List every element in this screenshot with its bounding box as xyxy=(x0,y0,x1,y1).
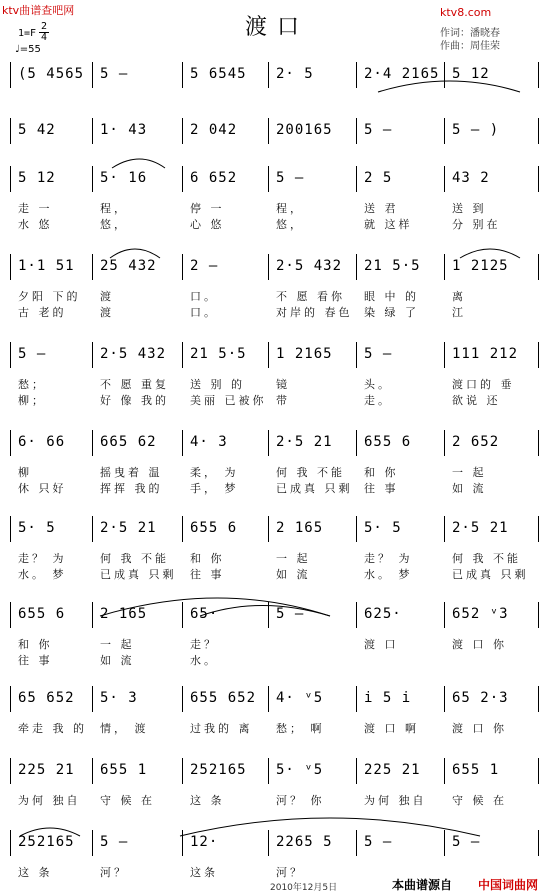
lyric-verse-1: 过我的 离 xyxy=(190,722,253,735)
measure: 5 – xyxy=(276,170,305,186)
measure: 665 62 xyxy=(100,434,157,450)
lyric-verse-2: 就 这样 xyxy=(364,218,413,231)
lyric-verse-1: 河？ xyxy=(100,866,128,879)
measure: 6 652 xyxy=(190,170,238,186)
lyric-verse-1: 不 愿 看你 xyxy=(276,290,345,303)
lyric-verse-1: 渡 口 你 xyxy=(452,638,507,651)
lyric-verse-1: 头。 xyxy=(364,378,392,391)
measure: 2 5 xyxy=(364,170,393,186)
measure: 652 ᵛ3 xyxy=(452,606,509,622)
lyric-verse-1: 送 别 的 xyxy=(190,378,245,391)
lyric-verse-1: 守 候 在 xyxy=(100,794,155,807)
lyric-verse-1: 送 到 xyxy=(452,202,487,215)
measure: 225 21 xyxy=(364,762,421,778)
lyric-verse-2: 水 悠 xyxy=(18,218,53,231)
lyric-verse-1: 渡口的 垂 xyxy=(452,378,515,391)
measure: 2· 5 xyxy=(276,66,314,82)
measure: i 5 i xyxy=(364,690,412,706)
measure: 5· ᵛ5 xyxy=(276,762,324,778)
lyric-verse-2: 欲说 还 xyxy=(452,394,501,407)
footer-site: 中国词曲网 xyxy=(478,878,539,892)
lyric-verse-2: 往 事 xyxy=(190,568,225,581)
measure: 5 6545 xyxy=(190,66,247,82)
measure: 4· ᵛ5 xyxy=(276,690,324,706)
lyric-verse-2: 已成真 只剩 xyxy=(276,482,353,495)
lyric-verse-1: 渡 xyxy=(100,290,114,303)
lyric-verse-1: 为何 独自 xyxy=(364,794,427,807)
lyric-verse-1: 何 我 不能 xyxy=(452,552,521,565)
measure: 21 5·5 xyxy=(364,258,421,274)
measure: 5· 16 xyxy=(100,170,148,186)
lyric-verse-2: 水。 梦 xyxy=(18,568,67,581)
measure: 2 042 xyxy=(190,122,238,138)
lyric-verse-1: 柔， 为 xyxy=(190,466,239,479)
measure: 2 – xyxy=(190,258,219,274)
time-signature-bottom: 4 xyxy=(40,32,48,43)
lyric-verse-2: 柳； xyxy=(18,394,46,407)
lyric-verse-1: 何 我 不能 xyxy=(100,552,169,565)
measure: (5 4565 xyxy=(18,66,85,82)
measure: 1· 43 xyxy=(100,122,148,138)
measure: 4· 3 xyxy=(190,434,228,450)
measure: 5 – xyxy=(364,834,393,850)
measure: 2·5 21 xyxy=(276,434,333,450)
measure: 12· xyxy=(190,834,219,850)
measure: 655 6 xyxy=(364,434,412,450)
measure: 21 5·5 xyxy=(190,346,247,362)
site-watermark-right: ktv8.com xyxy=(440,6,492,19)
measure: 111 212 xyxy=(452,346,519,362)
measure: 200165 xyxy=(276,122,333,138)
measure: 25 432 xyxy=(100,258,157,274)
lyric-verse-1: 一 起 xyxy=(452,466,487,479)
measure: 2·5 432 xyxy=(276,258,343,274)
lyric-verse-1: 夕阳 下的 xyxy=(18,290,81,303)
measure: 655 6 xyxy=(18,606,66,622)
lyric-verse-2: 如 流 xyxy=(100,654,135,667)
lyric-verse-1: 牵走 我 的 xyxy=(18,722,87,735)
lyric-verse-1: 河？ xyxy=(276,866,304,879)
lyric-verse-2: 往 事 xyxy=(18,654,53,667)
lyric-verse-2: 手， 梦 xyxy=(190,482,239,495)
measure: 625· xyxy=(364,606,402,622)
measure: 5· 3 xyxy=(100,690,138,706)
lyric-verse-2: 好 像 我的 xyxy=(100,394,169,407)
lyric-verse-2: 如 流 xyxy=(452,482,487,495)
tempo-marking: ♩=55 xyxy=(15,44,41,55)
lyric-verse-1: 河？ 你 xyxy=(276,794,325,807)
lyric-verse-1: 一 起 xyxy=(276,552,311,565)
measure: 2 165 xyxy=(100,606,148,622)
composer-credit: 作曲：周佳荣 xyxy=(440,41,500,52)
time-signature-top: 2 xyxy=(40,21,48,32)
site-watermark-top: ktv曲谱查吧网 xyxy=(2,4,75,17)
lyric-verse-1: 不 愿 重复 xyxy=(100,378,169,391)
measure: 5 12 xyxy=(452,66,490,82)
lyric-verse-2: 渡 xyxy=(100,306,114,319)
measure: 225 21 xyxy=(18,762,75,778)
measure: 2·4 2165 xyxy=(364,66,440,82)
measure: 5· 5 xyxy=(18,520,56,536)
lyric-verse-2: 心 悠 xyxy=(190,218,225,231)
measure: 1 2165 xyxy=(276,346,333,362)
measure: 65 652 xyxy=(18,690,75,706)
measure: 655 6 xyxy=(190,520,238,536)
lyric-verse-2: 带 xyxy=(276,394,290,407)
measure: 5 12 xyxy=(18,170,56,186)
measure: 5 – ) xyxy=(452,122,500,138)
measure: 655 1 xyxy=(452,762,500,778)
lyric-verse-2: 美丽 已被你 xyxy=(190,394,267,407)
measure: 2 652 xyxy=(452,434,500,450)
lyric-verse-1: 柳 xyxy=(18,466,32,479)
lyric-verse-1: 守 候 在 xyxy=(452,794,507,807)
lyric-verse-2: 古 老的 xyxy=(18,306,67,319)
lyric-verse-1: 情， 渡 xyxy=(100,722,149,735)
lyric-verse-2: 水。 梦 xyxy=(364,568,413,581)
measure: 5 – xyxy=(452,834,481,850)
measure: 6· 66 xyxy=(18,434,66,450)
measure: 65· xyxy=(190,606,219,622)
measure: 5· 5 xyxy=(364,520,402,536)
measure: 2·5 432 xyxy=(100,346,167,362)
lyricist-credit: 作词：潘晓春 xyxy=(440,28,500,39)
lyric-verse-1: 渡 口 啊 xyxy=(364,722,419,735)
measure: 2·5 21 xyxy=(100,520,157,536)
lyric-verse-2: 悠， xyxy=(276,218,304,231)
lyric-verse-2: 悠， xyxy=(100,218,128,231)
lyric-verse-2: 走。 xyxy=(364,394,392,407)
lyric-verse-1: 口。 xyxy=(190,290,218,303)
lyric-verse-1: 走？ xyxy=(190,638,218,651)
lyric-verse-2: 已成真 只剩 xyxy=(100,568,177,581)
footer-source: 本曲谱源自 xyxy=(392,878,453,892)
lyric-verse-1: 这 条 xyxy=(190,794,225,807)
lyric-verse-1: 程， xyxy=(276,202,304,215)
lyric-verse-2: 如 流 xyxy=(276,568,311,581)
song-title: 渡口 xyxy=(244,15,309,40)
measure: 1 2125 xyxy=(452,258,509,274)
measure: 5 – xyxy=(100,834,129,850)
lyric-verse-1: 愁； xyxy=(18,378,46,391)
measure: 1·1 51 xyxy=(18,258,75,274)
lyric-verse-1: 为何 独自 xyxy=(18,794,81,807)
lyric-verse-1: 和 你 xyxy=(364,466,399,479)
lyric-verse-1: 走？ 为 xyxy=(364,552,413,565)
measure: 252165 xyxy=(190,762,247,778)
footer-date: 2010年12月5日 xyxy=(270,883,338,893)
lyric-verse-1: 渡 口 xyxy=(364,638,399,651)
measure: 2·5 21 xyxy=(452,520,509,536)
lyric-verse-1: 和 你 xyxy=(190,552,225,565)
lyric-verse-2: 往 事 xyxy=(364,482,399,495)
measure: 2 165 xyxy=(276,520,324,536)
lyric-verse-2: 水。 xyxy=(190,654,218,667)
lyric-verse-1: 和 你 xyxy=(18,638,53,651)
lyric-verse-1: 送 君 xyxy=(364,202,399,215)
measure: 655 1 xyxy=(100,762,148,778)
lyric-verse-1: 停 一 xyxy=(190,202,225,215)
measure: 655 652 xyxy=(190,690,257,706)
measure: 5 – xyxy=(100,66,129,82)
key-signature: 1=F xyxy=(18,28,37,39)
lyric-verse-2: 口。 xyxy=(190,306,218,319)
lyric-verse-1: 镜 xyxy=(276,378,290,391)
measure: 65 2·3 xyxy=(452,690,509,706)
measure: 43 2 xyxy=(452,170,490,186)
lyric-verse-1: 走 一 xyxy=(18,202,53,215)
lyric-verse-1: 走？ 为 xyxy=(18,552,67,565)
lyric-verse-2: 江 xyxy=(452,306,466,319)
lyric-verse-1: 这条 xyxy=(190,866,218,879)
lyric-verse-2: 染 绿 了 xyxy=(364,306,419,319)
measure: 5 – xyxy=(18,346,47,362)
lyric-verse-1: 这 条 xyxy=(18,866,53,879)
lyric-verse-1: 摇曳着 温 xyxy=(100,466,163,479)
lyric-verse-1: 渡 口 你 xyxy=(452,722,507,735)
lyric-verse-2: 挥挥 我的 xyxy=(100,482,163,495)
measure: 2265 5 xyxy=(276,834,333,850)
measure: 5 – xyxy=(364,122,393,138)
lyric-verse-2: 已成真 只剩 xyxy=(452,568,529,581)
measure: 5 – xyxy=(364,346,393,362)
lyric-verse-2: 休 只好 xyxy=(18,482,67,495)
lyric-verse-2: 分 别在 xyxy=(452,218,501,231)
measure: 5 – xyxy=(276,606,305,622)
lyric-verse-1: 程， xyxy=(100,202,128,215)
lyric-verse-1: 愁； 啊 xyxy=(276,722,325,735)
lyric-verse-1: 何 我 不能 xyxy=(276,466,345,479)
measure: 252165 xyxy=(18,834,75,850)
lyric-verse-2: 对岸的 春色 xyxy=(276,306,353,319)
lyric-verse-1: 眼 中 的 xyxy=(364,290,419,303)
measure: 5 42 xyxy=(18,122,56,138)
lyric-verse-1: 一 起 xyxy=(100,638,135,651)
lyric-verse-1: 离 xyxy=(452,290,466,303)
